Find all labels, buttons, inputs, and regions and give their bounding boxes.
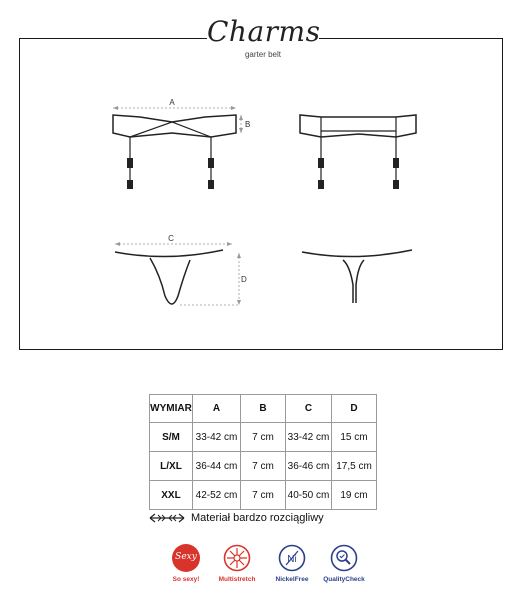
dimension-c-label: C [168,234,174,243]
garter-clip-right [208,180,214,189]
feature-badges [160,544,370,596]
thong-front-drawing [115,250,223,304]
table-cell: 15 cm [332,423,377,452]
table-cell: 7 cm [241,452,286,481]
garter-slider-back-right [393,158,399,168]
brand-logo: Charms [207,15,321,48]
sexy-icon: Sexy [172,544,200,572]
table-cell: 36-46 cm [286,452,332,481]
table-row [150,481,377,510]
column-header: A [193,395,241,423]
badge-nickel-free: Ni NickelFree [266,544,318,583]
column-header: D [332,395,377,423]
table-row [150,423,377,452]
table-cell: 42-52 cm [193,481,241,510]
badge-quality-check: QualityCheck [318,544,370,583]
table-cell: 36-44 cm [193,452,241,481]
table-cell: 17,5 cm [332,452,377,481]
stretch-note [149,510,324,526]
nickel-free-icon [278,544,306,572]
dimension-b-label: B [245,120,251,129]
garter-belt-front-drawing [113,115,236,180]
garter-clip-back-right [393,180,399,189]
badge-so-sexy: Sexy So sexy! [160,544,212,583]
column-header: B [241,395,286,423]
badge-multistretch: Multistretch [211,544,263,583]
stretch-note-text: Materiał bardzo rozciągliwy [191,512,324,524]
stretch-arrows-icon [149,513,185,523]
table-cell: 7 cm [241,481,286,510]
garter-slider-back-left [318,158,324,168]
multistretch-icon [223,544,251,572]
size-label: S/M [150,423,193,452]
table-cell: 7 cm [241,423,286,452]
table-row [150,452,377,481]
garter-belt-back-drawing [300,115,416,180]
garter-clip-back-left [318,180,324,189]
column-header: C [286,395,332,423]
thong-back-drawing [302,250,412,303]
svg-text:Ni: Ni [287,554,297,565]
size-table [149,394,377,510]
size-table-header-row [150,395,377,423]
quality-check-icon [330,544,358,572]
size-label: L/XL [150,452,193,481]
product-subtitle: garter belt [244,50,282,59]
table-cell: 40-50 cm [286,481,332,510]
garter-slider-right [208,158,214,168]
column-header: WYMIAR [150,395,193,423]
dimension-d-line [180,253,239,305]
size-label: XXL [150,481,193,510]
table-cell: 33-42 cm [286,423,332,452]
table-cell: 33-42 cm [193,423,241,452]
dimension-a-label: A [169,98,175,107]
garter-clip-left [127,180,133,189]
table-cell: 19 cm [332,481,377,510]
garter-slider-left [127,158,133,168]
dimension-d-label: D [241,275,247,284]
